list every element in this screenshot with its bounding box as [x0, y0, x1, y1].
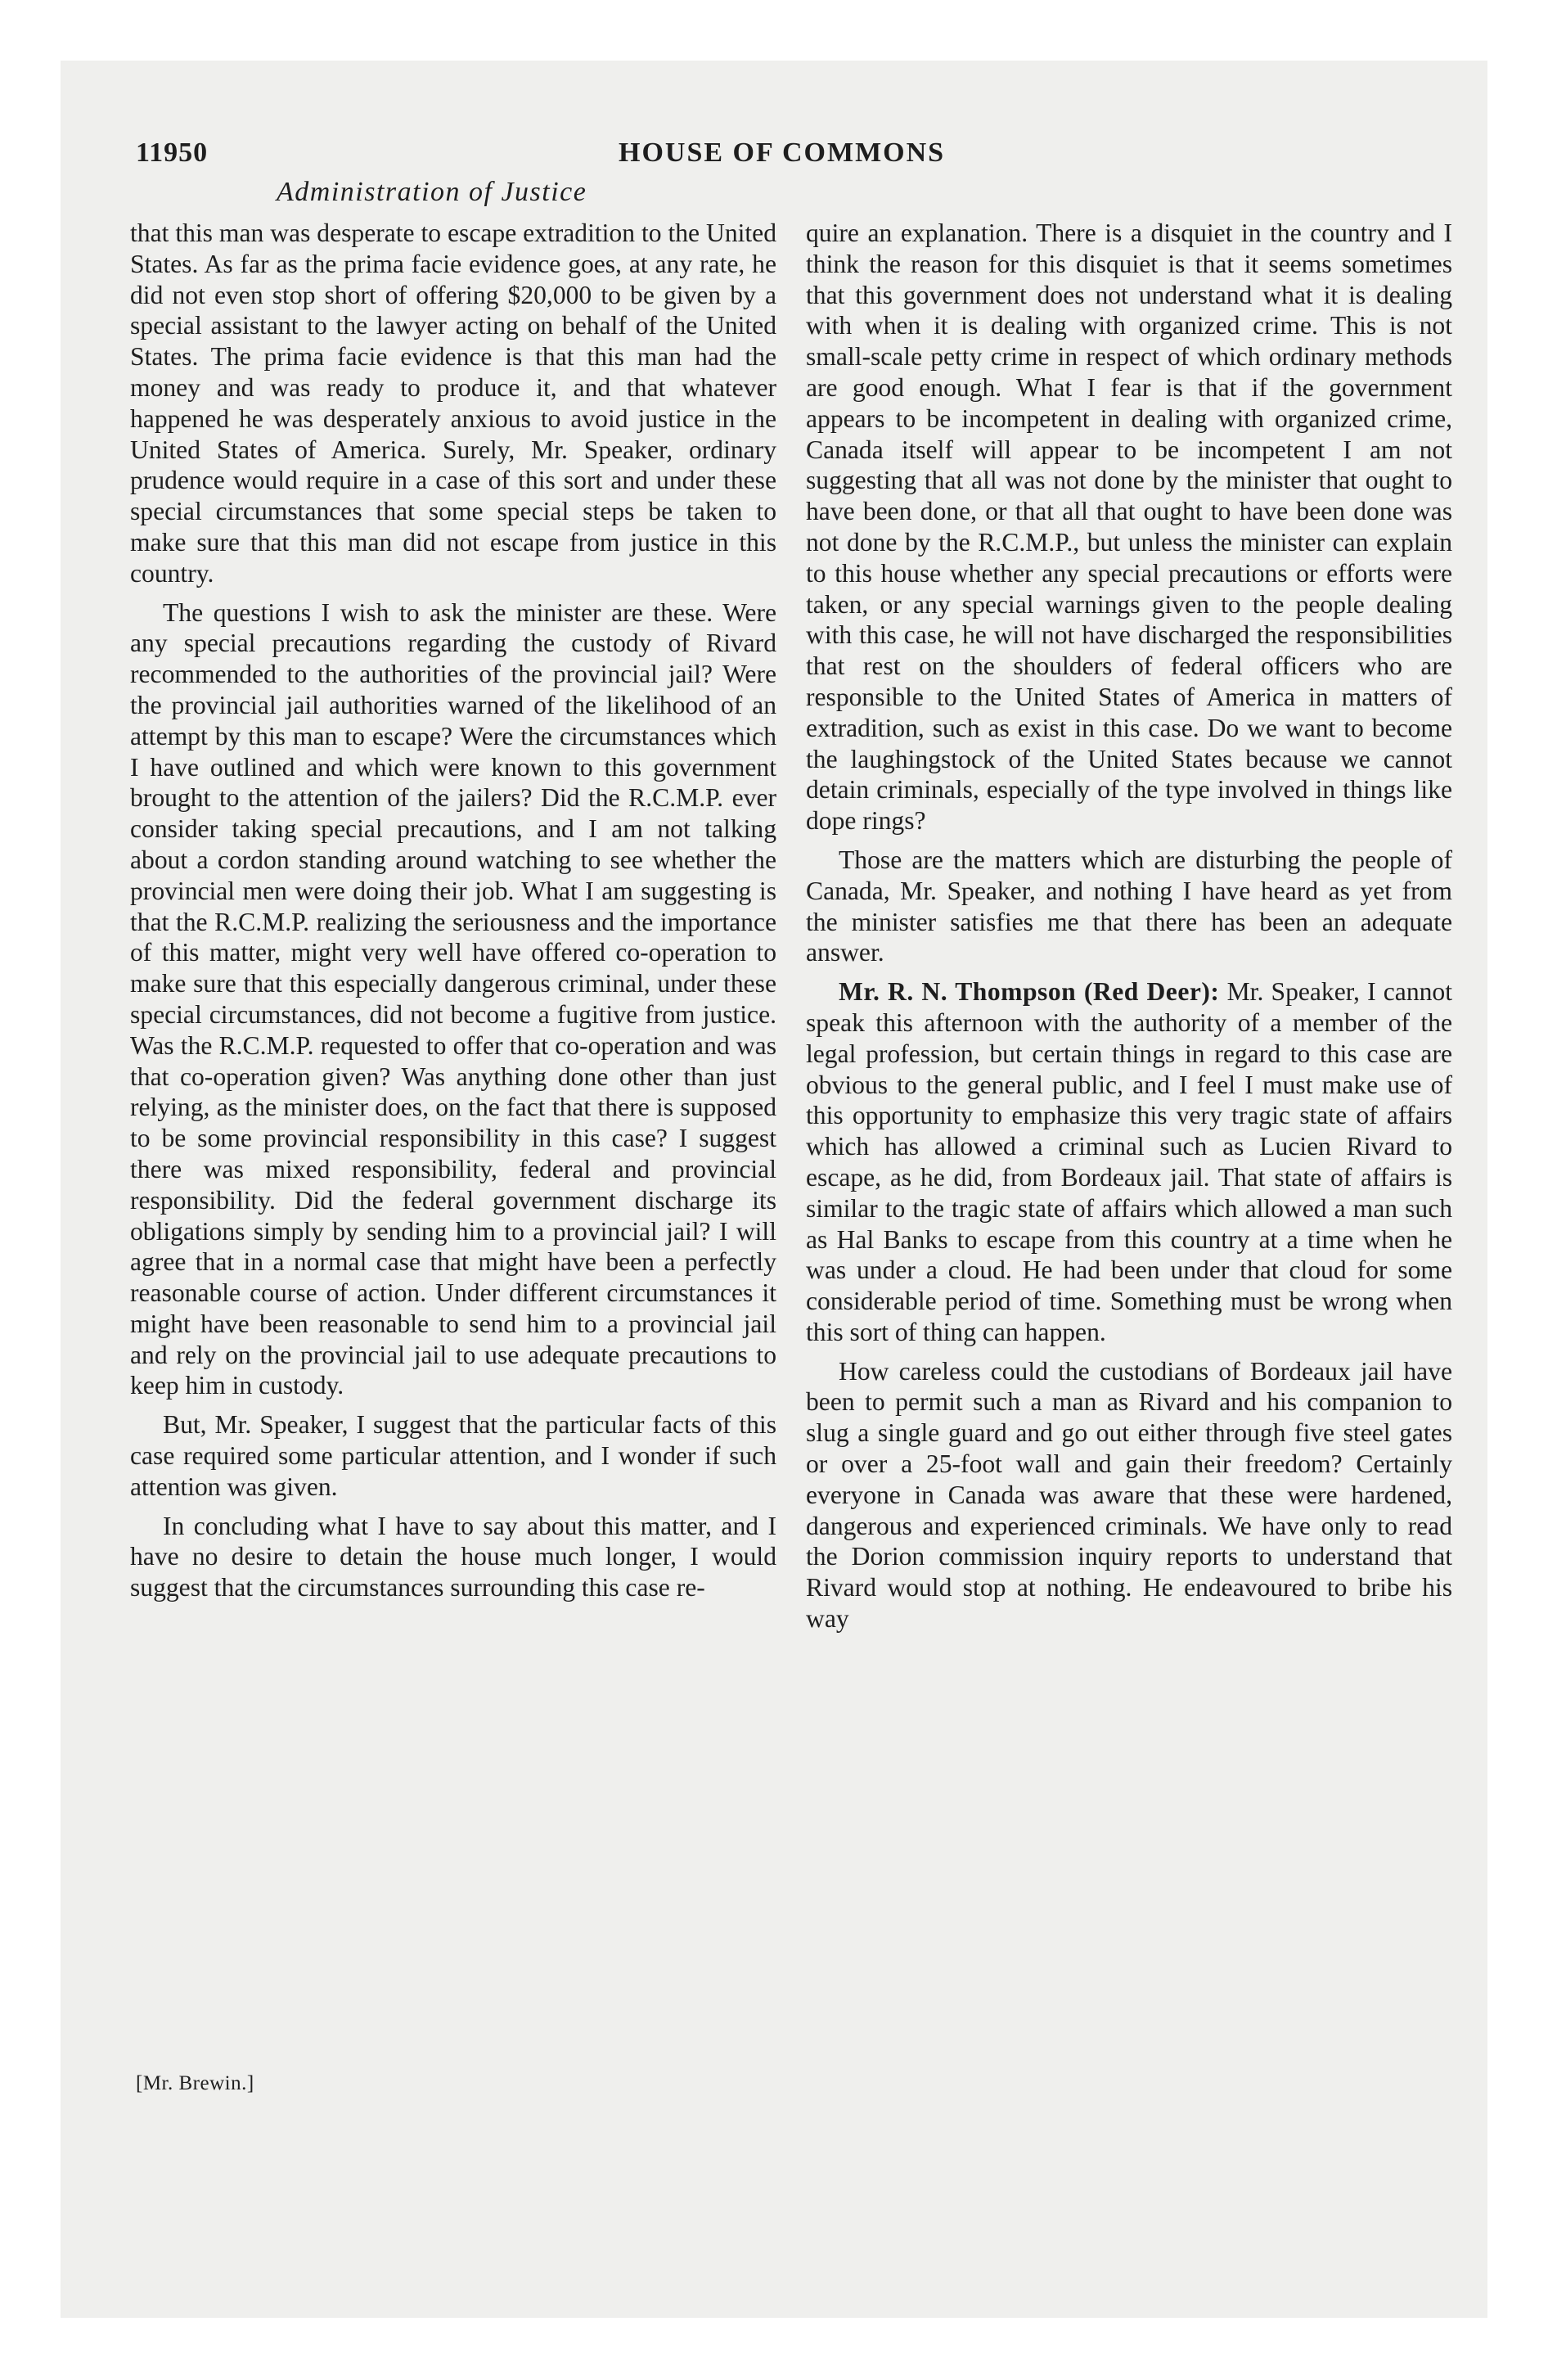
- page-header: [136, 137, 1455, 175]
- paragraph: But, Mr. Speaker, I suggest that the particular facts of this case required some particular attention, and I wonder if such attention was given.: [130, 1410, 776, 1501]
- paragraph: that this man was desperate to escape extradition to the United States. As far as the prima facie evidence goes, at any rate, he did not even stop short of offering $20,000 to be given by a special assistant to the lawyer acting on behalf of the United States. The prima facie evidence is that this man had the money and was ready to produce it, and that whatever happened he was desperately anxious to avoid justice in the United States of America. Surely, Mr. Speaker, ordinary prudence would require in a case of this sort and under these special circumstances that some special steps be taken to make sure that this man did not escape from justice in this country.: [130, 219, 776, 588]
- right-column: [806, 218, 1452, 1634]
- paragraph: In concluding what I have to say about this matter, and I have no desire to detain the house much longer, I would suggest that the circumstances surrounding this case re-: [130, 1511, 776, 1602]
- paragraph: The questions I wish to ask the minister are these. Were any special precautions regarding the custody of Rivard recommended to the authorities of the provincial jail? Were the provincial jail authorities warned of the likelihood of an attempt by this man to escape? Were the circumstances which I have outlined and which were known to this government brought to the attention of the jailers? Did the R.C.M.P. ever consider taking special precautions, and I am not talking about a cordon standing around watching to see whether the provincial men were doing their job. What I am suggesting is that the R.C.M.P. realizing the seriousness and the importance of this matter, might very well have offered co-operation to make sure that this especially dangerous criminal, under these special circumstances, did not become a fugitive from justice. Was the R.C.M.P. requested to offer that co-operation and was that co-operation given? Was anything done other than just relying, as the minister does, on the fact that there is supposed to be some provincial responsibility in this case? I suggest there was mixed responsibility, federal and provincial responsibility. Did the federal government discharge its obligations simply by sending him to a provincial jail? I will agree that in a normal case that might have been a perfectly reasonable course of action. Under different circumstances it might have been reasonable to send him to a provincial jail and rely on the provincial jail to use adequate precautions to keep him in custody.: [130, 597, 776, 1400]
- speech-paragraph: [806, 976, 1452, 1348]
- paragraph: quire an explanation. There is a disquiet in the country and I think the reason for this disquiet is that it seems sometimes that this government does not understand what it is dealing with when it is dealing with organized crime. This is not small-scale petty crime in respect of which ordinary methods are good enough. What I fear is that if the government appears to be incompetent in dealing with organized crime, Canada itself will appear to be incompetent I am not suggesting that all was not done by the minister that ought to have been done, or that all that ought to have been done was not done by the R.C.M.P., but unless the minister can explain to this house whether any special precautions or efforts were taken, or any special warnings given to the people dealing with this case, he will not have discharged the responsibilities that rest on the shoulders of federal officers who are responsible to the United States of America in matters of extradition, such as exist in this case. Do we want to become the laughingstock of the United States because we cannot detain criminals, especially of the type involved in things like dope rings?: [806, 219, 1452, 836]
- speech-text: Mr. Speaker, I cannot speak this afternoon with the authority of a member of the legal profession, but certain things in regard to this case are obvious to the general public, and I feel I must make use of this opportunity to emphasize this very tragic state of affairs which has allowed a criminal such as Lucien Rivard to escape, as he did, from Bordeaux jail. That state of affairs is similar to the tragic state of affairs which allowed a man such as Hal Banks to escape from this country at a time when he was under a cloud. He had been under that cloud for some considerable period of time. Something must be wrong when this sort of thing can happen.: [806, 977, 1452, 1346]
- speaker-name: Mr. R. N. Thompson (Red Deer):: [839, 977, 1220, 1007]
- section-title: Administration of Justice: [277, 177, 587, 207]
- journal-title: HOUSE OF COMMONS: [619, 137, 946, 168]
- page-number: 11950: [136, 137, 209, 168]
- paragraph: Those are the matters which are disturbing the people of Canada, Mr. Speaker, and nothing I have heard as yet from the minister satisfies me that there has been an adequate answer.: [806, 845, 1452, 967]
- paragraph: How careless could the custodians of Bordeaux jail have been to permit such a man as Rivard and his companion to slug a single guard and go out either through five steel gates or over a 25-foot wall and gain their freedom? Certainly everyone in Canada was aware that these were hardened, dangerous and experienced criminals. We have only to read the Dorion commission inquiry reports to understand that Rivard would stop at nothing. He endeavoured to bribe his way: [806, 1356, 1452, 1634]
- footer-speaker-note: [Mr. Brewin.]: [136, 2072, 254, 2094]
- left-column: [130, 218, 776, 1603]
